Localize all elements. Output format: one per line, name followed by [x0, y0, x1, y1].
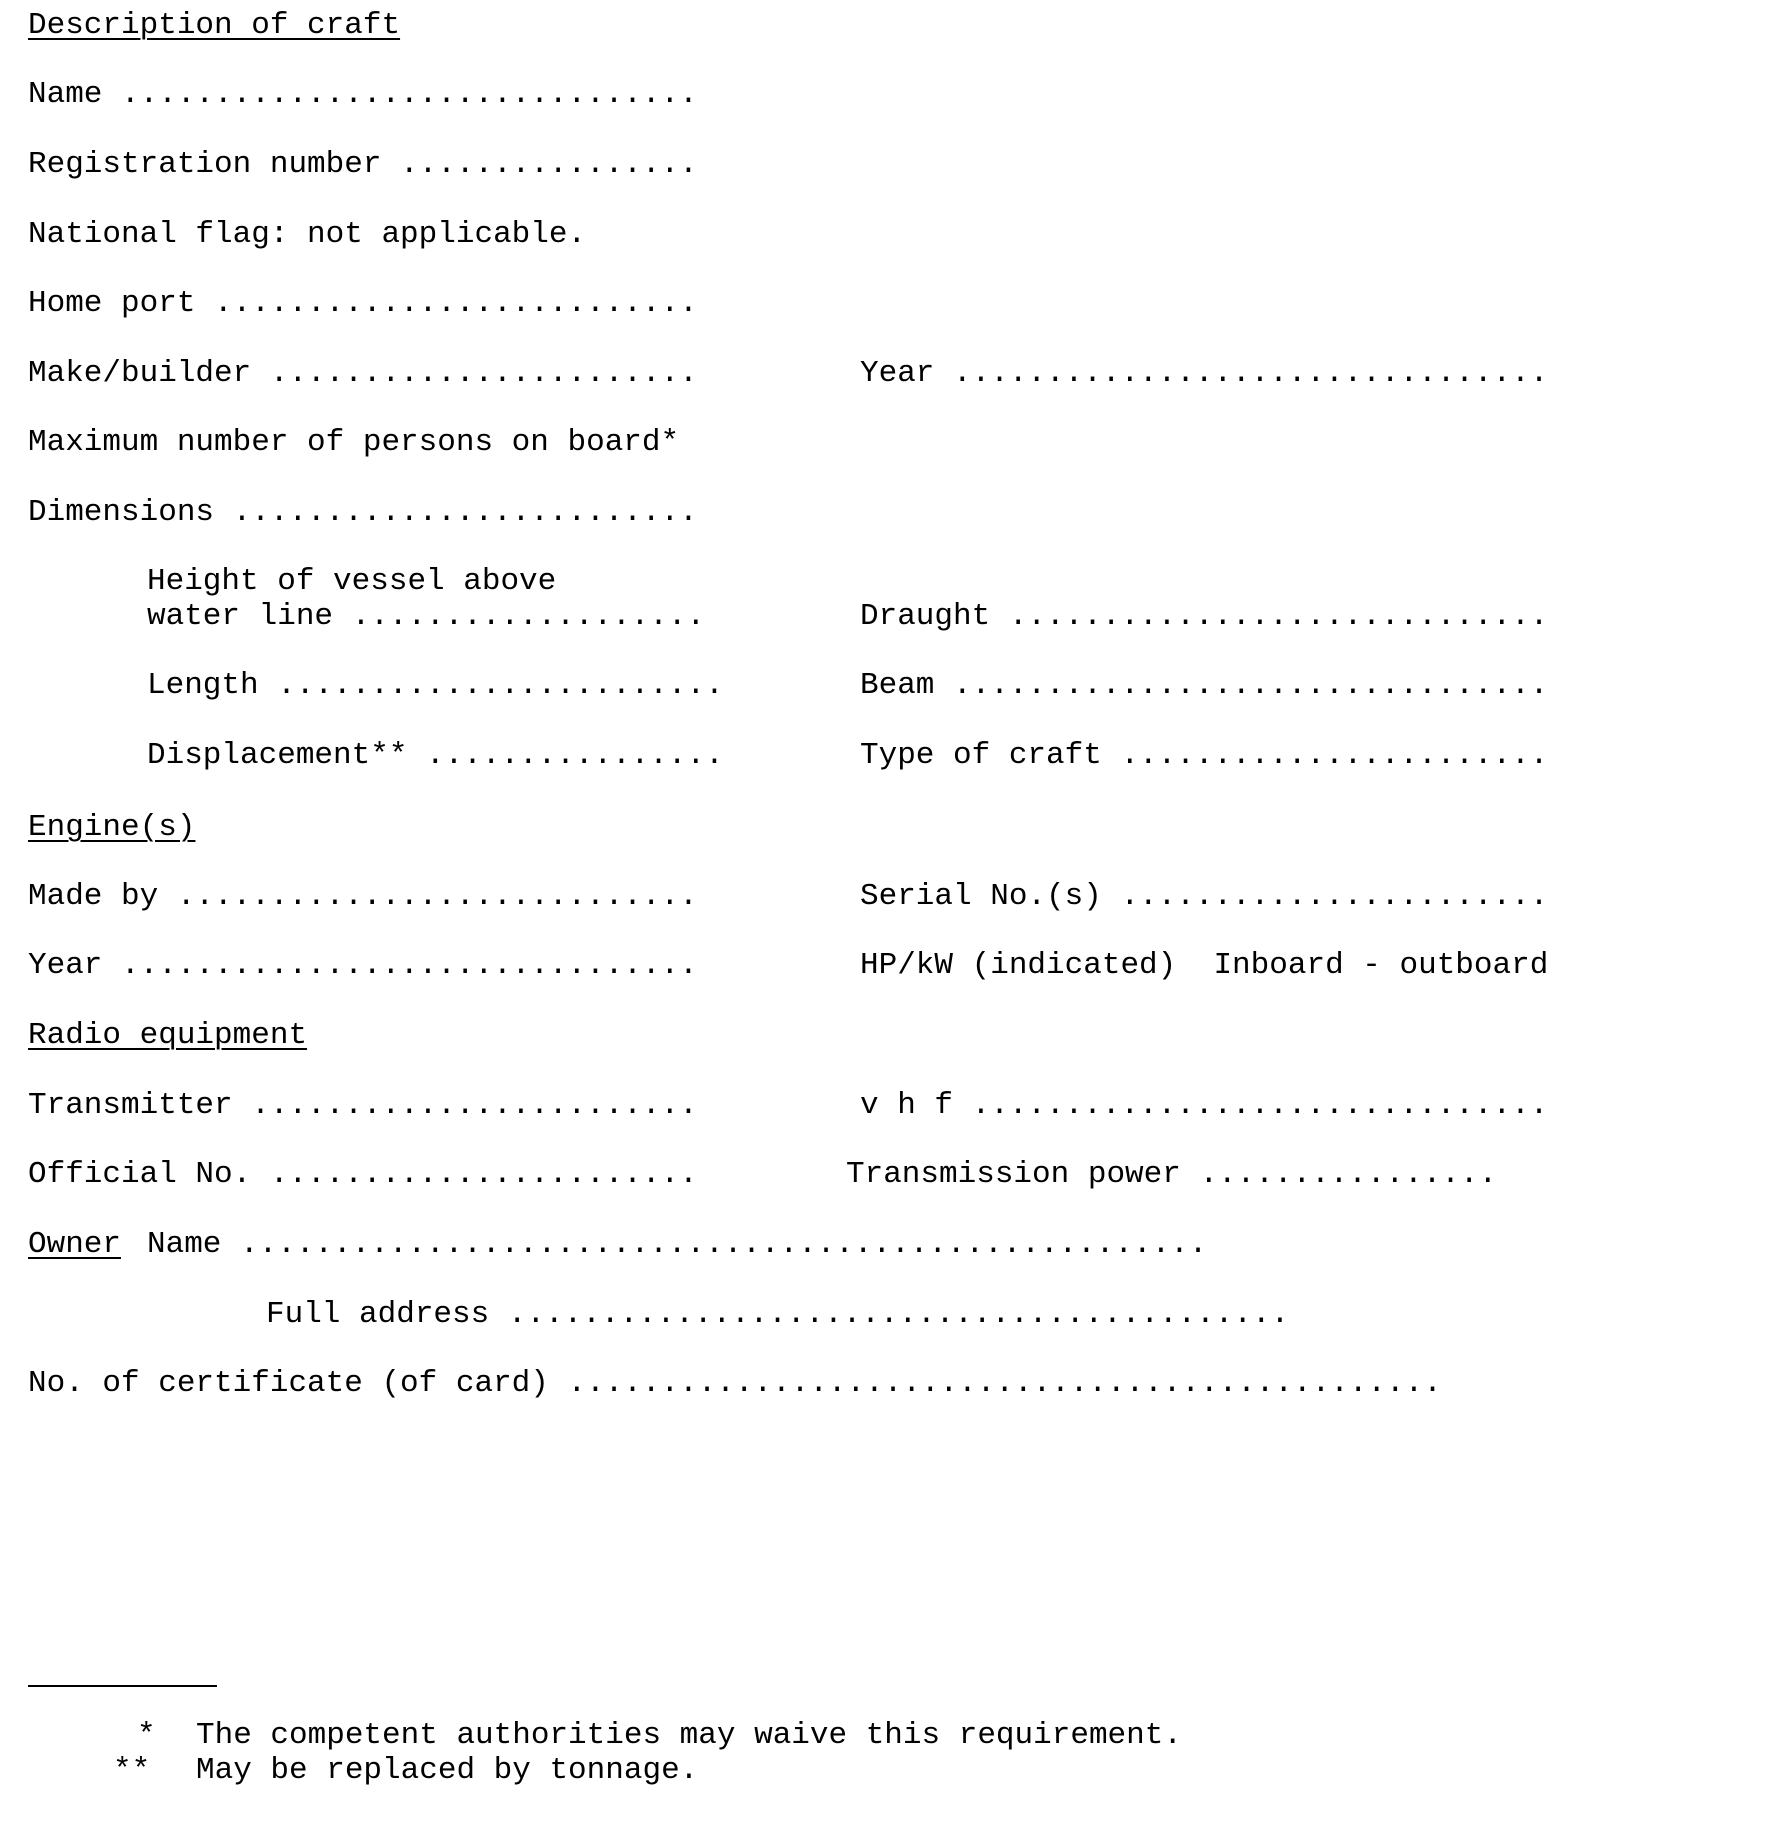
type-of-craft-field: Type of craft ....................... [860, 738, 1549, 773]
footnote-mark-1: * [137, 1718, 156, 1753]
serial-numbers-field: Serial No.(s) ....................... [860, 879, 1549, 914]
vhf-field: v h f ............................... [860, 1088, 1549, 1123]
national-flag-line: National flag: not applicable. [28, 217, 587, 252]
footnote-text-1: The competent authorities may waive this requirement. [196, 1718, 1182, 1753]
transmission-power-field: Transmission power ................ [846, 1157, 1498, 1192]
home-port-field: Home port .......................... [28, 286, 698, 321]
section-heading-engines: Engine(s) [28, 810, 196, 845]
section-heading-owner: Owner [28, 1227, 122, 1262]
footnote-mark-2: ** [113, 1753, 151, 1788]
transmitter-field: Transmitter ........................ [28, 1088, 698, 1123]
craft-year-field: Year ................................ [860, 356, 1549, 391]
height-above-waterline-label: Height of vessel above [147, 564, 557, 599]
footnote-divider [28, 1685, 217, 1687]
engine-year-field: Year ............................... [28, 948, 698, 983]
max-persons-field: Maximum number of persons on board* [28, 425, 680, 460]
section-heading-craft: Description of craft [28, 8, 401, 43]
hp-kw-field: HP/kW (indicated) Inboard - outboard [860, 948, 1549, 983]
owner-address-field: Full address .......................................... [266, 1297, 1290, 1332]
draught-field: Draught ............................. [860, 599, 1549, 634]
footnote-text-2: May be replaced by tonnage. [196, 1753, 699, 1788]
registration-number-field: Registration number ................ [28, 147, 698, 182]
engine-made-by-field: Made by ............................ [28, 879, 698, 914]
owner-name-field: Name .................................................... [147, 1227, 1208, 1262]
make-builder-field: Make/builder ....................... [28, 356, 698, 391]
official-number-field: Official No. ....................... [28, 1157, 698, 1192]
length-field: Length ........................ [147, 668, 724, 703]
craft-name-field: Name ............................... [28, 77, 698, 112]
section-heading-radio: Radio equipment [28, 1018, 308, 1053]
certificate-number-field: No. of certificate (of card) ............................................... [28, 1366, 1442, 1401]
dimensions-field: Dimensions ......................... [28, 495, 698, 530]
height-above-waterline-field: water line ................... [147, 599, 706, 634]
beam-field: Beam ................................ [860, 668, 1549, 703]
displacement-field: Displacement** ................ [147, 738, 724, 773]
